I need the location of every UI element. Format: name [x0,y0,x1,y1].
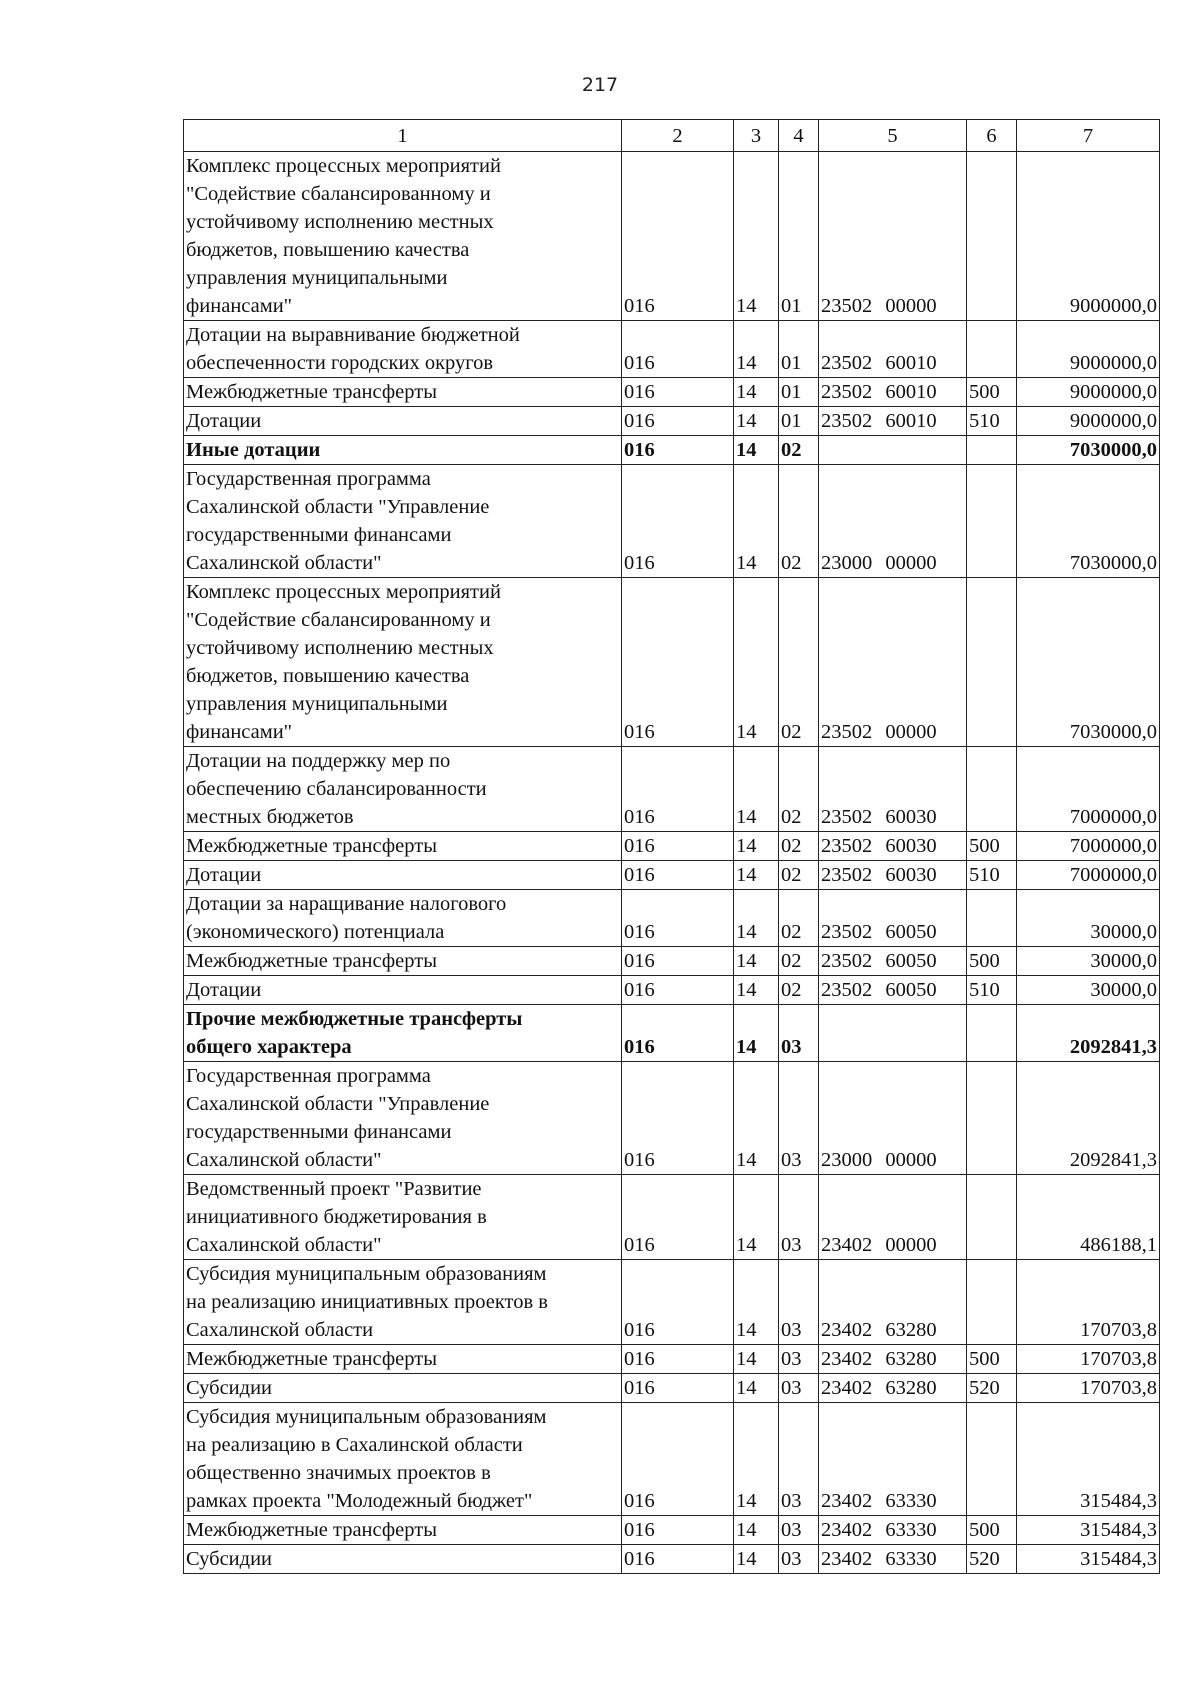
ministry-code-cell: 016 [622,321,734,378]
expense-type-cell: 500 [967,1345,1017,1374]
amount-cell: 9000000,0 [1017,407,1160,436]
column-header-2: 2 [622,120,734,152]
ministry-code-cell: 016 [622,1345,734,1374]
table-row [184,1545,1160,1574]
amount-cell: 7030000,0 [1017,578,1160,747]
target-article-cell: 23000 00000 [819,465,967,578]
target-article-cell [819,1005,967,1062]
target-article-cell: 23502 60050 [819,947,967,976]
ministry-code-cell: 016 [622,578,734,747]
amount-cell: 7000000,0 [1017,832,1160,861]
section-cell: 14 [734,578,779,747]
target-article-cell: 23502 00000 [819,578,967,747]
ministry-code-cell: 016 [622,1403,734,1516]
ministry-code-cell: 016 [622,1005,734,1062]
ministry-code-cell: 016 [622,861,734,890]
expense-type-cell: 510 [967,861,1017,890]
section-cell: 14 [734,1545,779,1574]
column-header-3: 3 [734,120,779,152]
table-row [184,1516,1160,1545]
expense-type-cell: 500 [967,947,1017,976]
ministry-code-cell: 016 [622,1175,734,1260]
ministry-code-cell: 016 [622,1062,734,1175]
ministry-code-cell: 016 [622,890,734,947]
table-row [184,1062,1160,1175]
expense-type-cell [967,747,1017,832]
expense-type-cell [967,436,1017,465]
section-cell: 14 [734,1175,779,1260]
subsection-cell: 01 [779,407,819,436]
subsection-cell: 02 [779,861,819,890]
ministry-code-cell: 016 [622,1545,734,1574]
subsection-cell: 02 [779,747,819,832]
target-article-cell: 23402 63280 [819,1260,967,1345]
expense-type-cell: 500 [967,1516,1017,1545]
expense-type-cell [967,578,1017,747]
amount-cell: 30000,0 [1017,947,1160,976]
subsection-cell: 03 [779,1005,819,1062]
table-row [184,976,1160,1005]
expense-type-cell: 520 [967,1545,1017,1574]
table-row [184,1403,1160,1516]
section-cell: 14 [734,1005,779,1062]
expense-type-cell: 510 [967,976,1017,1005]
amount-cell: 7030000,0 [1017,465,1160,578]
row-name-cell: Межбюджетные трансферты [184,1345,622,1374]
row-name-cell: Комплекс процессных мероприятий "Содействие сбалансированному и устойчивому исполнению местных бюджетов, повышению качества управления муниципальными финансами" [184,152,622,321]
subsection-cell: 02 [779,578,819,747]
row-name-cell: Субсидия муниципальным образованиям на реализацию инициативных проектов в Сахалинской области [184,1260,622,1345]
subsection-cell: 03 [779,1175,819,1260]
expense-type-cell [967,1175,1017,1260]
target-article-cell: 23502 60010 [819,321,967,378]
amount-cell: 315484,3 [1017,1516,1160,1545]
row-name-cell: Дотации за наращивание налогового (экономического) потенциала [184,890,622,947]
amount-cell: 315484,3 [1017,1403,1160,1516]
table-row [184,890,1160,947]
row-name-cell: Дотации на выравнивание бюджетной обеспеченности городских округов [184,321,622,378]
column-header-6: 6 [967,120,1017,152]
row-name-cell: Иные дотации [184,436,622,465]
subsection-cell: 03 [779,1062,819,1175]
row-name-cell: Ведомственный проект "Развитие инициативного бюджетирования в Сахалинской области" [184,1175,622,1260]
table-row [184,465,1160,578]
target-article-cell: 23502 60050 [819,976,967,1005]
target-article-cell: 23502 00000 [819,152,967,321]
section-cell: 14 [734,1345,779,1374]
table-row [184,861,1160,890]
row-name-cell: Дотации [184,407,622,436]
expense-type-cell [967,465,1017,578]
column-header-7: 7 [1017,120,1160,152]
expense-type-cell [967,1403,1017,1516]
expense-type-cell [967,1260,1017,1345]
amount-cell: 30000,0 [1017,890,1160,947]
amount-cell: 2092841,3 [1017,1062,1160,1175]
row-name-cell: Межбюджетные трансферты [184,1516,622,1545]
table-row [184,1175,1160,1260]
section-cell: 14 [734,321,779,378]
amount-cell: 7030000,0 [1017,436,1160,465]
amount-cell: 170703,8 [1017,1260,1160,1345]
subsection-cell: 02 [779,465,819,578]
subsection-cell: 02 [779,436,819,465]
target-article-cell: 23402 63280 [819,1345,967,1374]
expense-type-cell [967,890,1017,947]
ministry-code-cell: 016 [622,436,734,465]
subsection-cell: 02 [779,976,819,1005]
subsection-cell: 03 [779,1516,819,1545]
section-cell: 14 [734,832,779,861]
section-cell: 14 [734,976,779,1005]
ministry-code-cell: 016 [622,1260,734,1345]
section-cell: 14 [734,747,779,832]
table-row [184,1374,1160,1403]
ministry-code-cell: 016 [622,152,734,321]
amount-cell: 315484,3 [1017,1545,1160,1574]
subsection-cell: 03 [779,1545,819,1574]
subsection-cell: 03 [779,1374,819,1403]
table-row [184,1260,1160,1345]
section-cell: 14 [734,1516,779,1545]
table-row [184,321,1160,378]
amount-cell: 9000000,0 [1017,321,1160,378]
expense-type-cell: 500 [967,832,1017,861]
row-name-cell: Межбюджетные трансферты [184,378,622,407]
subsection-cell: 03 [779,1403,819,1516]
target-article-cell: 23402 00000 [819,1175,967,1260]
target-article-cell: 23502 60030 [819,747,967,832]
expense-type-cell [967,1005,1017,1062]
target-article-cell: 23502 60010 [819,407,967,436]
target-article-cell [819,436,967,465]
subsection-cell: 02 [779,890,819,947]
row-name-cell: Субсидии [184,1374,622,1403]
target-article-cell: 23000 00000 [819,1062,967,1175]
ministry-code-cell: 016 [622,407,734,436]
table-row [184,407,1160,436]
target-article-cell: 23502 60030 [819,861,967,890]
column-header-4: 4 [779,120,819,152]
section-cell: 14 [734,378,779,407]
target-article-cell: 23502 60030 [819,832,967,861]
subsection-cell: 03 [779,1345,819,1374]
table-row [184,747,1160,832]
section-cell: 14 [734,465,779,578]
table-row [184,436,1160,465]
amount-cell: 170703,8 [1017,1374,1160,1403]
row-name-cell: Субсидия муниципальным образованиям на реализацию в Сахалинской области общественно значимых проектов в рамках проекта "Молодежный бюджет" [184,1403,622,1516]
ministry-code-cell: 016 [622,378,734,407]
expense-type-cell: 510 [967,407,1017,436]
subsection-cell: 02 [779,947,819,976]
page-number: 217 [581,74,619,96]
row-name-cell: Дотации на поддержку мер по обеспечению сбалансированности местных бюджетов [184,747,622,832]
amount-cell: 30000,0 [1017,976,1160,1005]
amount-cell: 7000000,0 [1017,861,1160,890]
target-article-cell: 23502 60050 [819,890,967,947]
table-row [184,1005,1160,1062]
expense-type-cell: 500 [967,378,1017,407]
section-cell: 14 [734,890,779,947]
subsection-cell: 01 [779,378,819,407]
row-name-cell: Субсидии [184,1545,622,1574]
row-name-cell: Межбюджетные трансферты [184,832,622,861]
row-name-cell: Межбюджетные трансферты [184,947,622,976]
section-cell: 14 [734,1374,779,1403]
target-article-cell: 23502 60010 [819,378,967,407]
amount-cell: 2092841,3 [1017,1005,1160,1062]
subsection-cell: 02 [779,832,819,861]
section-cell: 14 [734,1260,779,1345]
target-article-cell: 23402 63330 [819,1545,967,1574]
table-row [184,1345,1160,1374]
table-row [184,947,1160,976]
amount-cell: 7000000,0 [1017,747,1160,832]
amount-cell: 486188,1 [1017,1175,1160,1260]
ministry-code-cell: 016 [622,465,734,578]
target-article-cell: 23402 63330 [819,1516,967,1545]
amount-cell: 170703,8 [1017,1345,1160,1374]
section-cell: 14 [734,1403,779,1516]
table-header-row [184,120,1160,152]
ministry-code-cell: 016 [622,947,734,976]
table-row [184,378,1160,407]
expense-type-cell: 520 [967,1374,1017,1403]
budget-table [183,119,1160,1574]
target-article-cell: 23402 63280 [819,1374,967,1403]
section-cell: 14 [734,1062,779,1175]
table-row [184,832,1160,861]
section-cell: 14 [734,861,779,890]
section-cell: 14 [734,947,779,976]
amount-cell: 9000000,0 [1017,152,1160,321]
amount-cell: 9000000,0 [1017,378,1160,407]
column-header-5: 5 [819,120,967,152]
row-name-cell: Дотации [184,976,622,1005]
row-name-cell: Государственная программа Сахалинской области "Управление государственными финансами Сахалинской области" [184,1062,622,1175]
expense-type-cell [967,321,1017,378]
ministry-code-cell: 016 [622,976,734,1005]
table-row [184,152,1160,321]
section-cell: 14 [734,436,779,465]
ministry-code-cell: 016 [622,747,734,832]
subsection-cell: 03 [779,1260,819,1345]
ministry-code-cell: 016 [622,1374,734,1403]
ministry-code-cell: 016 [622,832,734,861]
section-cell: 14 [734,407,779,436]
subsection-cell: 01 [779,152,819,321]
row-name-cell: Комплекс процессных мероприятий "Содействие сбалансированному и устойчивому исполнению местных бюджетов, повышению качества управления муниципальными финансами" [184,578,622,747]
expense-type-cell [967,152,1017,321]
section-cell: 14 [734,152,779,321]
target-article-cell: 23402 63330 [819,1403,967,1516]
subsection-cell: 01 [779,321,819,378]
column-header-1: 1 [184,120,622,152]
row-name-cell: Государственная программа Сахалинской области "Управление государственными финансами Сахалинской области" [184,465,622,578]
table-row [184,578,1160,747]
row-name-cell: Прочие межбюджетные трансферты общего характера [184,1005,622,1062]
expense-type-cell [967,1062,1017,1175]
ministry-code-cell: 016 [622,1516,734,1545]
row-name-cell: Дотации [184,861,622,890]
